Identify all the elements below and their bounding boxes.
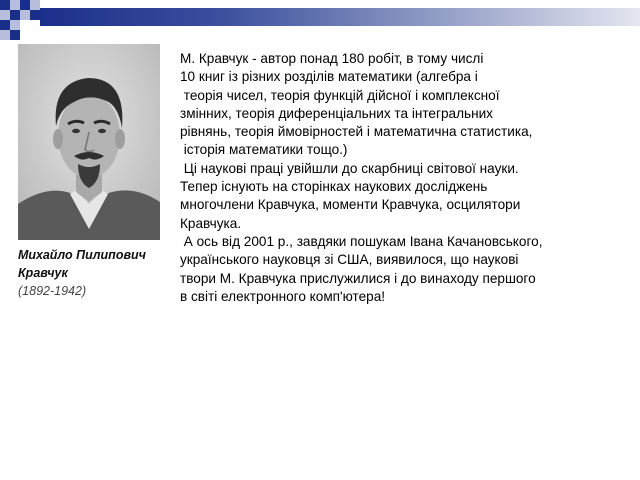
text-line: твори М. Кравчука прислужилися і до винаходу першого — [180, 270, 536, 286]
text-line: Кравчука. — [180, 215, 242, 231]
text-line: А ось від 2001 р., завдяки пошукам Івана Качановського, — [180, 233, 543, 249]
title-gradient-bar — [40, 8, 640, 26]
text-line: теорія чисел, теорія функцій дійсної і комплексної — [180, 87, 500, 103]
text-line: змінних, теорія диференціальних та інтегральних — [180, 105, 493, 121]
portrait-illustration — [18, 44, 160, 240]
portrait-photo — [18, 44, 160, 240]
portrait-caption — [18, 246, 168, 300]
text-line: М. Кравчук - автор понад 180 робіт, в тому числі — [180, 51, 484, 66]
biography-text — [180, 50, 632, 306]
text-line: рівнянь, теорія ймовірностей і математична статистика, — [180, 124, 533, 140]
life-years: (1892-1942) — [18, 284, 87, 298]
text-line: Тепер існують на сторінках наукових досліджень — [180, 179, 488, 195]
text-line: 10 книг із різних розділів математики (алгебра і — [180, 69, 478, 85]
text-line: українського науковця зі США, виявилося, що наукові — [180, 252, 519, 268]
text-line: в світі електронного комп'ютера! — [180, 288, 386, 304]
text-line: історія математики тощо.) — [180, 142, 348, 158]
text-line: многочлени Кравчука, моменти Кравчука, осцилятори — [180, 197, 521, 213]
text-line: Ці наукові праці увійшли до скарбниці світової науки. — [180, 160, 519, 176]
person-name: Михайло Пилипович Кравчук — [18, 248, 146, 280]
